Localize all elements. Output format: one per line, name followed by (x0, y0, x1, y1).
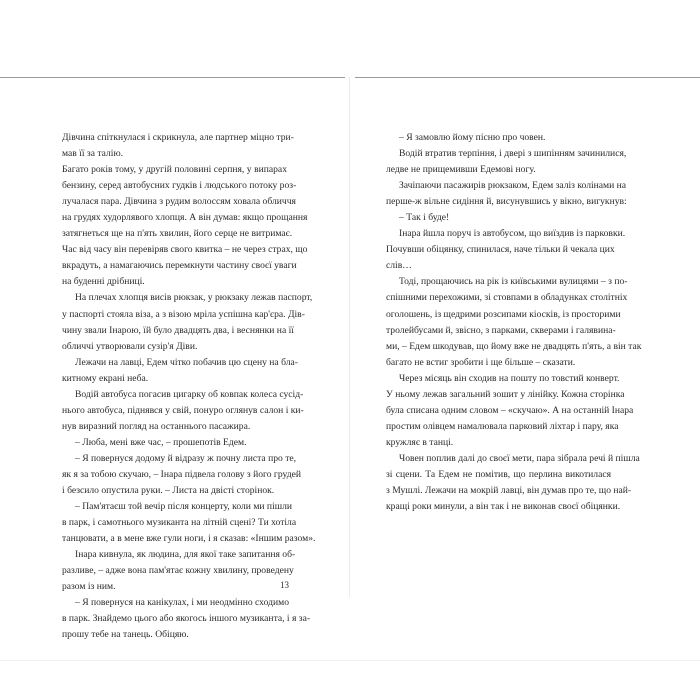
left-page-text (62, 130, 316, 644)
text-line: затягнеться ще на п'ять хвилин, його серце не витримає. (62, 228, 293, 240)
text-line: У ньому лежав загальний зошит у лінійку. Кожна сторінка (386, 388, 625, 400)
text-line: у паспорті стояла віза, а з візою мріла успішна кар'єра. Дів- (62, 308, 305, 320)
paragraph (386, 146, 627, 178)
text-line: Лежачи на лавці, Едем чітко побачив цю сцену на бла- (75, 356, 298, 368)
left-page-top-rule (0, 77, 345, 78)
text-line: – Я замовлю йому пісню про човен. (399, 132, 546, 143)
text-line: Багато років тому, у другій половині серпня, у випарах (62, 164, 287, 176)
text-line: разливе, – адже вона пам'ятає кожну хвилину, проведену (62, 565, 294, 577)
paragraph (386, 371, 634, 451)
text-line: з Мушлі. Лежачи на мокрій лавці, він думав про те, що най- (386, 485, 632, 497)
paragraph (386, 451, 640, 515)
text-line: Водій автобуса погасив цигарку об ковпак колеса сусід- (75, 388, 304, 400)
text-line: оголошень, із щедрими розсипами кіосків, із просторими (386, 308, 621, 320)
page-number: 13 (280, 580, 289, 590)
right-page-text (386, 130, 642, 515)
text-line: Через місяць він сходив на пошту по товстий конверт. (399, 372, 620, 384)
text-line: в парк, і самотнього музиканта на літній сцені? Ти хотіла (62, 517, 297, 529)
text-line: ми, – Едем шкодував, що йому вже не двадцять п'ять, а він так (386, 340, 642, 352)
text-line: обличчі утворювали сузір'я Діви. (62, 340, 198, 352)
paragraph (62, 451, 301, 499)
paragraph (386, 210, 611, 226)
text-line: – Пам'ятаєш той вечір після концерту, коли ми пішли (75, 501, 293, 513)
text-line: вкрадуть, а намагаючись перемкнути частину своєї уваги (62, 260, 297, 272)
text-line: тролейбусами й, звісно, з парками, скверами і галявина- (386, 324, 616, 336)
text-line: – Я повернуся на канікулах, і ми неодмінно сходимо (75, 597, 289, 609)
text-line: Інара йшла поруч із автобусом, що виїздив із парковки. (399, 228, 626, 240)
paragraph (62, 499, 316, 547)
text-line: Водій втратив терпіння, і двері з шипінням зачинилися, (399, 148, 627, 160)
paragraph (386, 274, 642, 370)
paragraph (386, 226, 626, 274)
paragraph (62, 547, 296, 595)
text-line: нув виразний погляд на останнього пасажира. (62, 420, 251, 432)
text-line: Інара кивнула, як людина, для якої таке запитання об- (75, 549, 296, 561)
text-line: – Я повернуся додому й відразу ж почну листа про те, (75, 452, 297, 464)
text-line: була списана одним словом – «скучаю». А на останній Інара (386, 404, 634, 416)
text-line: чину звали Інарою, їй було двадцять два, і веснянки на її (62, 324, 294, 336)
text-line: Почувши обіцянку, спинилася, наче тільки й чекала цих (386, 244, 615, 256)
text-line: – Так і буде! (399, 212, 450, 224)
text-line: – Люба, мені вже час, – прошепотів Едем. (75, 436, 247, 448)
text-line: Час від часу він перевіряв свого квитка – не через страх, що (62, 244, 308, 256)
text-line: зі сцени. Та Едем не помітив, що перлина викотилася (386, 468, 611, 480)
text-line: спішними перехожими, зі стовпами в обладунках столітніх (386, 292, 628, 304)
text-line: Човен поплив далі до своєї мети, пара зібрала речі й пішла (399, 452, 640, 464)
text-line: як я за тобою скучаю, – Інара підвела голову з його грудей (62, 468, 301, 480)
text-line: мав її за талію. (62, 148, 124, 160)
text-line: кращі роки минули, а він так і не виконав своєї обіцянки. (386, 501, 621, 513)
text-line: простим олівцем намалювала парковий ліхтар і пару, яка (386, 420, 619, 432)
text-line: слів… (386, 260, 412, 272)
text-line: в парк. Знайдемо цього або якогось іншого музиканта, і я за- (62, 613, 311, 625)
text-line: кружляє в танці. (386, 436, 454, 448)
text-line: перше-ж вільне сидіння й, висунувшись у вікно, вигукнув: (386, 196, 627, 208)
paragraph (62, 130, 294, 162)
paragraph (386, 130, 611, 146)
paragraph (62, 290, 313, 354)
text-line: лучалася пара. Дівчина з рудим волоссям ховала обличчя (62, 196, 296, 208)
paragraph (62, 162, 308, 290)
right-page-top-rule (355, 77, 700, 78)
text-line: Тоді, прощаючись на рік із київськими вулицями – з по- (399, 276, 628, 288)
right-page (350, 0, 700, 700)
text-line: На плечах хлопця висів рюкзак, у рюкзаку лежав паспорт, (75, 292, 313, 304)
paragraph (62, 387, 304, 435)
paragraph (386, 178, 627, 210)
text-line: Зачіпаючи пасажирів рюкзаком, Едем заліз колінами на (399, 180, 627, 192)
paragraph (62, 595, 311, 643)
text-line: бензину, серед автобусних гудків і людського потоку роз- (62, 180, 297, 192)
text-line: Дівчина спіткнулася і скрикнула, але партнер міцно три- (62, 132, 294, 143)
text-line: танцювати, а в мене вже гули ноги, і я сказав: «Іншим разом». (62, 533, 316, 545)
text-line: нього автобуса, піднявся у свій, понуро оглянув салон і ки- (62, 404, 304, 416)
text-line: разом із ним. (62, 581, 116, 593)
text-line: прошу тебе на танець. Обіцяю. (62, 629, 189, 641)
text-line: на грудях худорлявого хлопця. А він думав: якщо прощання (62, 212, 308, 224)
paragraph (62, 355, 298, 387)
paragraph (62, 435, 287, 451)
text-line: на буденні дрібниці. (62, 276, 145, 288)
text-line: і безсило опустила руки. – Листа на двісті сторінок. (62, 485, 275, 497)
text-line: китному екрані неба. (62, 372, 149, 384)
text-line: багато не встиг зробити і ще більше – сказати. (386, 356, 576, 368)
text-line: ледве не прищемивши Едемові ногу. (386, 164, 536, 176)
